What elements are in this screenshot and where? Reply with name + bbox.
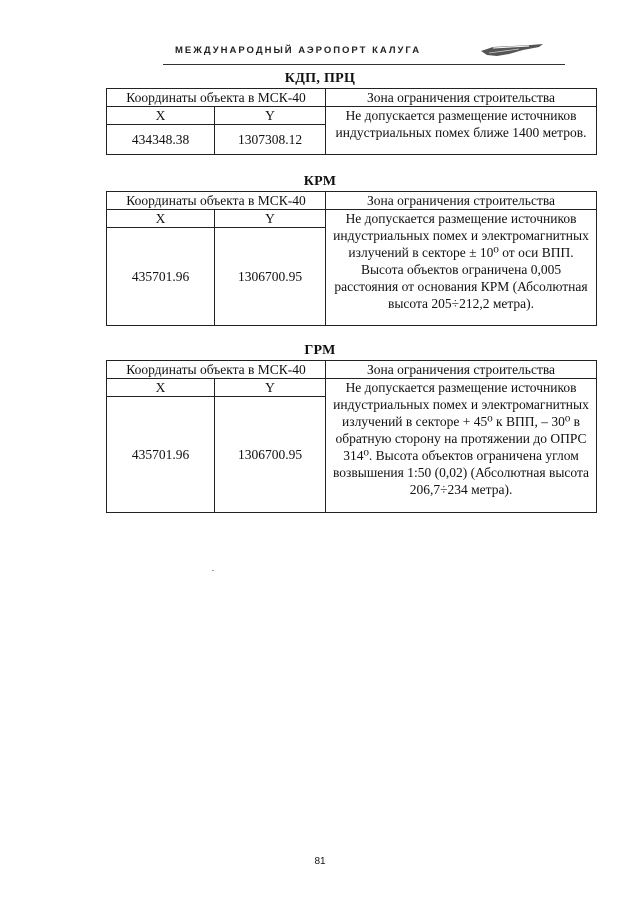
coordinate-x-value: 434348.38 [107,125,215,155]
page-header [175,40,555,62]
coordinates-table-krm [106,191,597,326]
header-title: МЕЖДУНАРОДНЫЙ АЭРОПОРТ КАЛУГА [175,45,422,56]
section-title-krm: КРМ [303,174,337,189]
coordinates-table-grm [106,360,597,513]
zone-description: Не допускается размещение источников индустриальных помех и электромагнитных излучений в секторе ± 10⁰ от оси ВПП. Высота объектов ограничена 0,005 расстояния от основания КРМ (Абсолютная высота 205÷212,2 метра). [326,210,597,326]
column-header-x: X [107,107,215,125]
coordinate-y-value: 1306700.95 [215,228,326,326]
column-header-coordinates: Координаты объекта в МСК-40 [107,192,326,210]
column-header-x: X [107,379,215,397]
coordinate-x-value: 435701.96 [107,228,215,326]
column-header-y: Y [215,210,326,228]
column-header-zone: Зона ограничения строительства [326,192,597,210]
header-divider [163,64,565,65]
column-header-coordinates: Координаты объекта в МСК-40 [107,89,326,107]
airplane-logo-icon [479,42,545,58]
section-title-grm: ГРМ [304,343,336,358]
coordinate-y-value: 1306700.95 [215,397,326,513]
section-title-kdp: КДП, ПРЦ [284,71,356,86]
coordinate-y-value: 1307308.12 [215,125,326,155]
zone-description: Не допускается размещение источников индустриальных помех и электромагнитных излучений в секторе + 45⁰ к ВПП, – 30⁰ в обратную сторону на протяжении до ОПРС 314⁰. Высота объектов ограничена углом возвышения 1:50 (0,02) (Абсолютная высота 206,7÷234 метра). [326,379,597,513]
scan-speck [212,570,214,571]
column-header-zone: Зона ограничения строительства [326,361,597,379]
column-header-zone: Зона ограничения строительства [326,89,597,107]
coordinate-x-value: 435701.96 [107,397,215,513]
page-number: 81 [314,856,326,867]
column-header-y: Y [215,107,326,125]
coordinates-table-kdp [106,88,597,155]
column-header-coordinates: Координаты объекта в МСК-40 [107,361,326,379]
column-header-x: X [107,210,215,228]
column-header-y: Y [215,379,326,397]
zone-description: Не допускается размещение источников индустриальных помех ближе 1400 метров. [326,107,597,155]
